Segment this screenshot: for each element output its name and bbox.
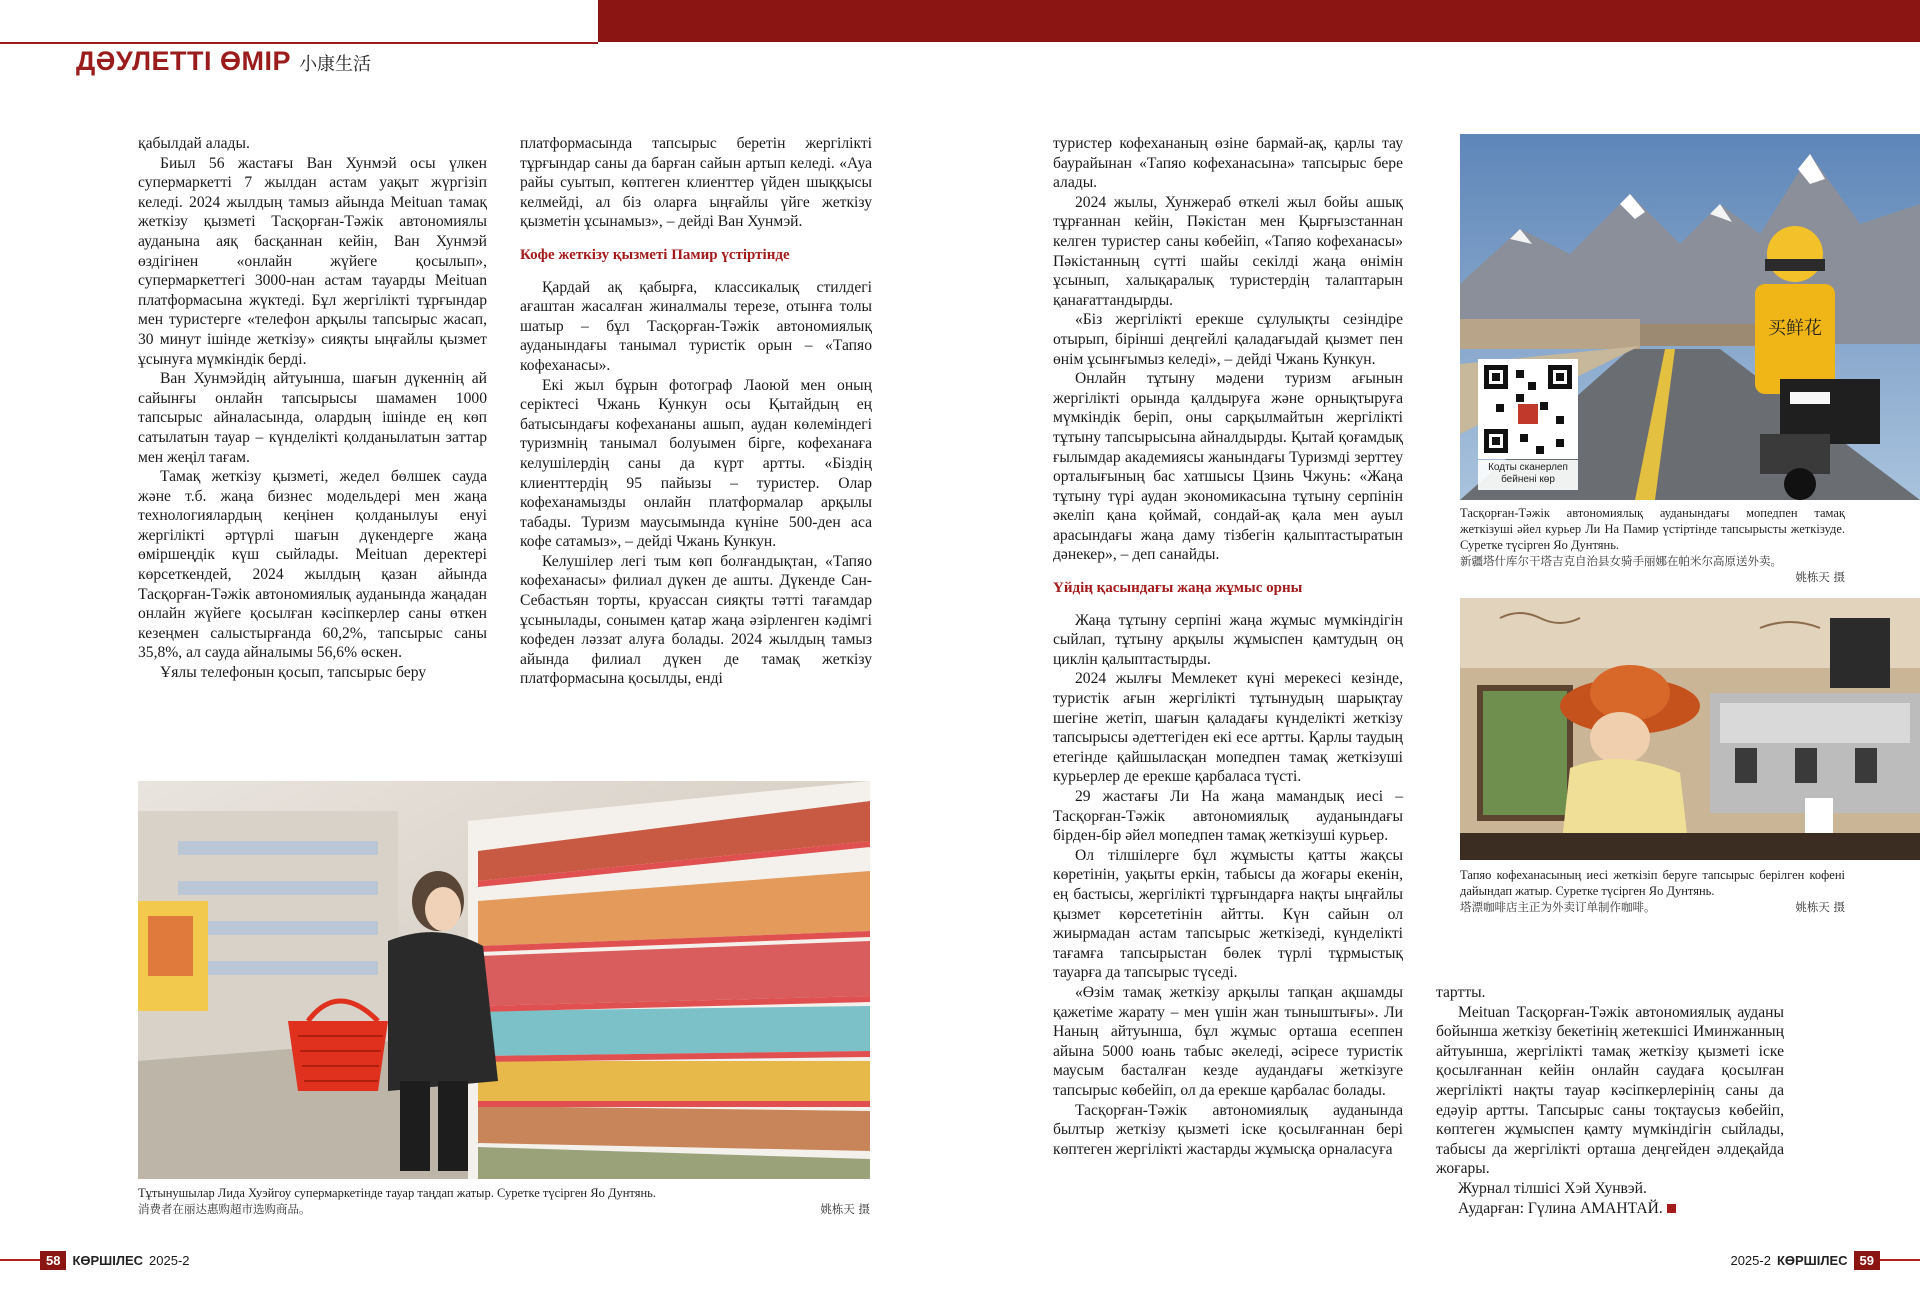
photo-coffee xyxy=(1460,598,1920,860)
paragraph: «Өзім тамақ жеткізу арқылы тапқан ақшамды қажетіме жарату – мен үшін жан тыныштығы». Ли Наның айтуынша, бұл жұмыс орташа есеппен айына 5000 юань табыс әкеледі, әсіресе туристік маусым басталған кезде аудандағы жеткізуге тапсырыс көбейіп, ол да ерекше қарбалас болады. xyxy=(1053,983,1403,1099)
courier-illustration xyxy=(1460,134,1920,500)
caption-courier xyxy=(1460,505,1845,585)
paragraph: Келушілер легі тым көп болғандықтан, «Тапяо кофеханасы» филиал дүкен де ашты. Дүкенде Сан-Себастьян торты, круассан сияқты тәтті тағамдар ұсынылады, сонымен қатар жаңа әзірленген кәдімгі кофеден ләззат алуға болады. 2024 жылдың тамыз айында филиал дүкен де тамақ жеткізу платформасына қосылды, енді xyxy=(520,552,872,688)
caption-kz: Тасқорған-Тәжік автономиялық ауданындағы мопедпен тамақ жеткізуші әйел курьер Ли На Памир үстіртінде тапсырысты жеткізуде. Суретке түсірген Яо Дунтянь. xyxy=(1460,506,1845,552)
photo-credit: 姚栋天 摄 xyxy=(1795,900,1845,914)
page-number: 59 xyxy=(1854,1251,1880,1270)
paragraph: 29 жастағы Ли На жаңа мамандық иесі – Тасқорған-Тәжік автономиялық ауданындағы бірден-бір әйел мопедпен тамақ жеткізуші курьер. xyxy=(1053,788,1403,845)
caption-coffee xyxy=(1460,867,1845,915)
photo-courier xyxy=(1460,134,1920,500)
caption-cn: 新疆塔什库尔干塔吉克自治县女骑手丽娜在帕米尔高原送外卖。 xyxy=(1460,554,1782,568)
paragraph: Ол тілшілерге бұл жұмысты қатты жақсы көретінін, уақыты еркін, табысы да жоғары екенін, ең бастысы, жергілікті тұрғындарға нақты ыңғайлы қызмет көрсететінін айтты. Күн сайын ол жиырмадан астам тапсырыс жеткізеді, күнделікті тағамға тапсырыстан бөлек түрлі тұрмыстық тауарға да тапсырыс түседі. xyxy=(1053,846,1403,982)
paragraph: Журнал тілшісі Хэй Хунвэй. xyxy=(1458,1179,1647,1197)
column-1 xyxy=(138,134,487,683)
magazine-name: КӨРШІЛЕС xyxy=(72,1252,144,1268)
column-3 xyxy=(1053,134,1403,1159)
caption-supermarket xyxy=(138,1185,870,1217)
column-2 xyxy=(520,134,872,689)
paragraph: Жаңа тұтыну серпіні жаңа жұмыс мүмкіндігін сыйлап, тұтыну арқылы жұмыспен қамтудың оң циклін қалыптастырды. xyxy=(1053,611,1403,668)
paragraph: 2024 жылы, Хунжераб өткелі жыл бойы ашық тұрғаннан кейін, Пәкістан мен Қырғызстаннан келген туристер саны көбейіп, «Тапяо кофеханасы» Пәкістанның сүтті шайы секілді жаңа өнімін ұсынып, халықаралық туристердің талаптарын қанағаттандырды. xyxy=(1053,193,1403,309)
column-4 xyxy=(1436,983,1784,1218)
paragraph: Meituan Тасқорған-Тәжік автономиялық ауданы бойынша жеткізу бекетінің жетекшісі Иминжанның айтуынша, жергілікті тамақ жеткізу қызметі іске қосылғаннан кейін онлайн саудаға қосылған жергілікті нақты тауар кәсіпкерлерінің саны да едәуір артты. Тапсырыс саны тоқтаусыз көбейіп, көптеген жұмыспен қамту мүмкіндігін сыйлады, табысы да жергілікті орташа деңгейден әлдеқайда жоғары. xyxy=(1436,1003,1784,1178)
footer-left xyxy=(40,1249,190,1271)
caption-cn: 消费者在丽达惠购超市选购商品。 xyxy=(138,1202,311,1216)
header-color-bar xyxy=(598,0,1920,42)
end-mark-icon xyxy=(1667,1204,1676,1213)
page-number: 58 xyxy=(40,1251,66,1270)
footer-rule-left xyxy=(0,1259,40,1261)
subheading-jobs: Үйдің қасындағы жаңа жұмыс орны xyxy=(1053,580,1303,597)
paragraph: Екі жыл бұрын фотограф Лаоюй мен оның серіктесі Чжань Кункун осы Қытайдың ең батысындағы кофехананы ашып, аудан көлеміндегі туризмнің танымал болуымен бірге, кофеханаға келушілердің саны да күрт артты. «Біздің клиенттердің 95 пайызы – туристер. Олар кофеханамызды онлайн платформалар арқылы табады. Туризм маусымында күніне 500-ден аса кофе сатамыз», – дейді Чжань Кункун. xyxy=(520,376,872,551)
paragraph: Ұялы телефонын қосып, тапсырыс беру xyxy=(160,664,427,682)
header-rule xyxy=(0,42,598,44)
paragraph: Биыл 56 жастағы Ван Хунмэй осы үлкен супермаркетті 7 жылдан астам уақыт жүргізіп келеді. 2024 жылдың тамыз айында Meituan тамақ жеткізу қызметі Тасқорған-Тәжік автономиялы ауданына аяқ басқаннан кейін, Ван Хунмэй өздігінен «онлайн жүйеге қосылып», супермаркеттегі 3000-нан астам тауарды Meituan платформасына жүктеді. Бұл жергілікті тұрғындар мен туристерге «телефон арқылы тапсырыс жасап, 30 минут ішінде жеткізу» сияқты ыңғайлы қызмет ұсынуға мүмкіндік берді. xyxy=(138,154,487,368)
section-title-cn: 小康生活 xyxy=(299,54,372,75)
footer-right xyxy=(1730,1249,1880,1271)
section-title-kz: ДӘУЛЕТТІ ӨМІР xyxy=(76,46,292,76)
paragraph: Ван Хунмэйдің айтуынша, шағын дүкеннің ай сайынғы онлайн тапсырысы шамамен 1000 тапсырыс айналасында, олардың ішінде ең көп сатылатын тауар – күнделікті қолданылатын заттар мен жеңіл тағам. xyxy=(138,370,487,466)
footer-rule-right xyxy=(1880,1259,1920,1261)
caption-cn: 塔漂咖啡店主正为外卖订单制作咖啡。 xyxy=(1460,900,1656,914)
paragraph xyxy=(1436,1199,1784,1219)
qr-label: Кодты сканерлеп бейнені көр xyxy=(1488,462,1568,485)
photo-credit: 姚栋天 摄 xyxy=(1795,570,1845,584)
supermarket-illustration xyxy=(138,781,870,1179)
paragraph: платформасында тапсырыс беретін жергілікті тұрғындар саны да барған сайын артып келеді. «Ауа райы суытып, көптеген клиенттер үйден шыққысы келмейді, ал біз оларға ыңғайлы үйге жеткізу қызметін ұсынамыз», – дейді Ван Хунмэй. xyxy=(520,135,872,231)
translator-credit: Аударған: Гүлина АМАНТАЙ. xyxy=(1458,1199,1663,1217)
caption-kz: Тапяо кофеханасының иесі жеткізіп беруге тапсырыс берілген кофені дайындап жатыр. Суретке түсірген Яо Дунтянь. xyxy=(1460,868,1845,898)
paragraph: Тасқорған-Тәжік автономиялық ауданында былтыр жеткізу қызметі іске қосылғаннан бері көптеген жергілікті жастарды жұмысқа орналасуға xyxy=(1053,1101,1403,1158)
photo-supermarket xyxy=(138,781,870,1179)
section-header xyxy=(76,46,371,82)
paragraph: Онлайн тұтыну мәдени туризм ағынын жергілікті орында қалдыруға және орнықтыруға мүмкіндік беріп, оны сарқылмайтын жергілікті тұтыну тапсырысына айналдырды. Қытай қоғамдық ғылымдар академиясы жанындағы Туризмді зерттеу орталығының бас хатшысы Цзинь Чжунь: «Жаңа тұтыну түрі аудан экономикасына тұтыну серпінін әкеліп қана қоймай, сондай-ақ қала мен ауыл арасындағы жаңа даму тізбегін қалыптастыратын дәнекер», – деп санайды. xyxy=(1053,370,1403,564)
paragraph: тартты. xyxy=(1436,984,1486,1001)
photo-credit: 姚栋天 摄 xyxy=(820,1202,870,1216)
vest-text: 买鲜花 xyxy=(1768,318,1822,339)
paragraph: туристер кофехананың өзіне бармай-ақ, қарлы тау баурайынан «Тапяо кофеханасына» тапсырыс бере алады. xyxy=(1053,135,1403,192)
issue-number: 2025-2 xyxy=(1730,1252,1771,1268)
subheading-coffee: Кофе жеткізу қызметі Памир үстіртінде xyxy=(520,246,790,263)
magazine-name: КӨРШІЛЕС xyxy=(1776,1252,1848,1268)
caption-kz: Тұтынушылар Лида Хуэйгоу супермаркетінде тауар таңдап жатыр. Суретке түсірген Яо Дунтянь. xyxy=(138,1186,656,1200)
paragraph: қабылдай алады. xyxy=(138,135,250,152)
paragraph: Қардай ақ қабырға, классикалық стилдегі ағаштан жасалған жиналмалы терезе, отынға толы шатыр – бұл Тасқорған-Тәжік автономиялық ауданындағы танымал туристік орын – «Тапяо кофеханасы». xyxy=(520,278,872,374)
coffee-illustration xyxy=(1460,598,1920,860)
issue-number: 2025-2 xyxy=(149,1252,190,1268)
paragraph: 2024 жылғы Мемлекет күні мерекесі кезінде, туристік ағын жергілікті тұтынудың шарықтау шегіне жетіп, шағын қаладағы күнделікті жеткізу тапсырысы әдеттегіден екі есе артты. Қарлы таудың етегінде қайшыласқан мопедпен тамақ жеткізуші курьерлер де ерекше қарбаласа түсті. xyxy=(1053,670,1403,786)
paragraph: «Біз жергілікті ерекше сұлулықты сезіндіре отырып, біріншi деңгейлі қаладағыдай қызмет пен өнім ұсынғымыз келеді», – дейді Чжань Кункун. xyxy=(1053,311,1403,368)
paragraph: Тамақ жеткізу қызметі, жедел бөлшек сауда және т.б. жаңа бизнес модельдері мен жаңа технологиялардың кеңінен қолданылуы енуі жергілікті әртүрлі шағын дүкендерге жаңа өміршеңдік күш сыйлады. Meituan деректері көрсеткендей, 2024 жылдың қазан айында Тасқорған-Тәжік автономиялық ауданында жаңадан онлайн жүйеге қосылған кәсіпкерлер саны өткен кезеңмен салыстырғанда 60,2%, тапсырыс саны 35,8%, ал сауда айналымы 56,6% өскен. xyxy=(138,468,487,662)
